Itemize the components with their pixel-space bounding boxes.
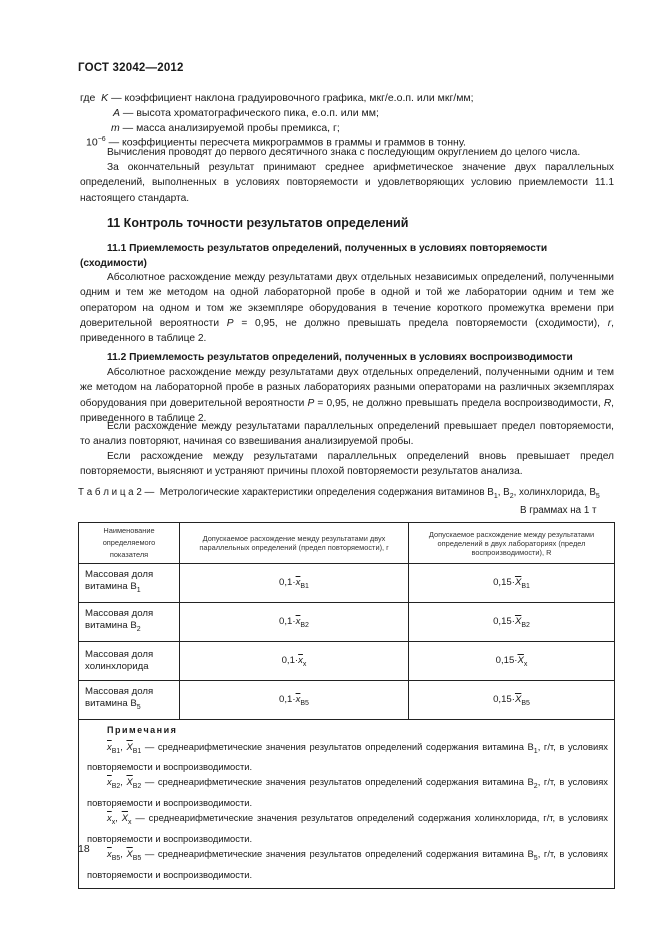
document-header: ГОСТ 32042—2012 (78, 62, 184, 74)
note-item: $\overline{x}_{B2}$, $\overline{X}_{B2}$ — среднеарифметические значения результатов определений содержания витамина $B_2$, г/т, в условиях повторяемости и воспроизводимости. (87, 776, 608, 808)
metrology-table (78, 522, 615, 889)
where-lead: где (80, 92, 96, 104)
note-item: $\overline{x}_x$, $\overline{X}_x$ — среднеарифметические значения результатов определений содержания холинхлорида, г/т, в условиях повторяемости и воспроизводимости. (87, 812, 608, 844)
row-name: Массовая доля холинхлорида (79, 642, 180, 681)
section-11-title: 11 Контроль точности результатов определений (107, 216, 409, 230)
where-m-text: — масса анализируемой пробы премикса, г; (119, 122, 340, 134)
header-col1: Наименование определяемого показателя (79, 523, 180, 564)
note-item: $\overline{x}_{B1}$, $\overline{X}_{B1}$ — среднеарифметические значения результатов определений содержания витамина $B_1$, г/т, в условиях повторяемости и воспроизводимости. (87, 740, 608, 772)
table-caption-text: Метрологические характеристики определения содержания витаминов B (159, 487, 494, 498)
row-reproducibility: $0,15\cdot\overline{X}_{B5}$ (409, 681, 615, 720)
symbol-a: A (113, 107, 121, 119)
ten-base: 10 (86, 136, 98, 149)
table-notes (79, 720, 615, 889)
row-repeatability: $0,1\cdot\overline{x}_x$ (180, 642, 409, 681)
table-row (79, 681, 615, 720)
table-header-row (79, 523, 615, 564)
row-repeatability: $0,1\cdot\overline{x}_{B1}$ (180, 564, 409, 603)
table-label: Т а б л и ц а 2 — (78, 487, 155, 498)
row-reproducibility: $0,15\cdot\overline{X}_x$ (409, 642, 615, 681)
symbol-m: m (111, 122, 120, 134)
row-repeatability: $0,1\cdot\overline{x}_{B5}$ (180, 681, 409, 720)
ten-exp: −6 (97, 136, 106, 143)
table-row (79, 564, 615, 603)
header-col3: Допускаемое расхождение между результатами определений в двух лабораториях (предел воспроизводимости), R (409, 523, 615, 564)
section-11-1-title: 11.1 Приемлемость результатов определений, полученных в условиях повторяемости (сходимости) (80, 243, 548, 270)
where-a-text: — высота хроматографического пика, е.о.п. или мм; (120, 107, 379, 119)
notes-title: Примечания (107, 725, 178, 735)
paragraph-11-2: Абсолютное расхождение между результатами двух отдельных определений, полученными одним и тем же методом на лабораторной пробе в разных лабораториях разными операторами на различных экземплярах оборудования при доверительной вероятности P = 0,95, не должно превышать предела воспроизводимости, R, приведенного в таблице 2. (80, 367, 615, 424)
table-caption: Т а б л и ц а 2 — Метрологические характеристики определения содержания витаминов $B_1$, $B_2$, холинхлорида, $B_5$ (78, 487, 600, 500)
row-reproducibility: $0,15\cdot\overline{X}_{B1}$ (409, 564, 615, 603)
where-a-line (113, 106, 379, 121)
where-k-line (80, 91, 474, 106)
row-name: Массовая доля витамина $B_2$ (79, 603, 180, 642)
table-units: В граммах на 1 т (520, 505, 597, 516)
paragraph-final: За окончательный результат принимают среднее арифметическое значение двух параллельных определений, выполненных в условиях повторяемости и удовлетворяющих условию приемлемости 11.1 настоящего стандарта. (80, 162, 614, 204)
paragraph-calc: Вычисления проводят до первого десятичного знака с последующим округлением до целого числа. (107, 147, 581, 158)
page-number: 18 (78, 843, 90, 855)
paragraph-exceed-2: Если расхождение между результатами параллельных определений вновь превышает предел повторяемости, выясняют и устраняют причины плохой повторяемости результатов анализа. (80, 451, 614, 478)
header-col2: Допускаемое расхождение между результатами двух параллельных определений (предел повторяемости), r (180, 523, 409, 564)
where-ten-text: — коэффициенты пересчета микрограммов в граммы и граммов в тонну. (105, 136, 466, 149)
section-11-2-title: 11.2 Приемлемость результатов определений, полученных в условиях воспроизводимости (107, 352, 573, 363)
symbol-k: K (101, 92, 109, 104)
table-row (79, 642, 615, 681)
row-reproducibility: $0,15\cdot\overline{X}_{B2}$ (409, 603, 615, 642)
paragraph-exceed-1: Если расхождение между результатами параллельных определений превышает предел повторяемости, то анализ повторяют, начиная со взвешивания анализируемой пробы. (80, 421, 614, 448)
row-name: Массовая доля витамина $B_1$ (79, 564, 180, 603)
paragraph-11-1: Абсолютное расхождение между результатами двух отдельных независимых определений, полученными одним и тем же методом на одной лабораторной пробе в одной и той же лаборатории одним и тем же оператором на одном и том же экземпляре оборудования в течение короткого промежутка времени при доверительной вероятности P = 0,95, не должно превышать предела повторяемости (сходимости), r, приведенного в таблице 2. (80, 272, 614, 345)
row-name: Массовая доля витамина $B_5$ (79, 681, 180, 720)
where-k-text: — коэффициент наклона градуировочного графика, мкг/е.о.п. или мкг/мм; (108, 92, 474, 104)
table-row (79, 603, 615, 642)
note-item: $\overline{x}_{B5}$, $\overline{X}_{B5}$ — среднеарифметические значения результатов определений содержания витамина $B_5$, г/т, в условиях повторяемости и воспроизводимости. (87, 848, 608, 880)
row-repeatability: $0,1\cdot\overline{x}_{B2}$ (180, 603, 409, 642)
